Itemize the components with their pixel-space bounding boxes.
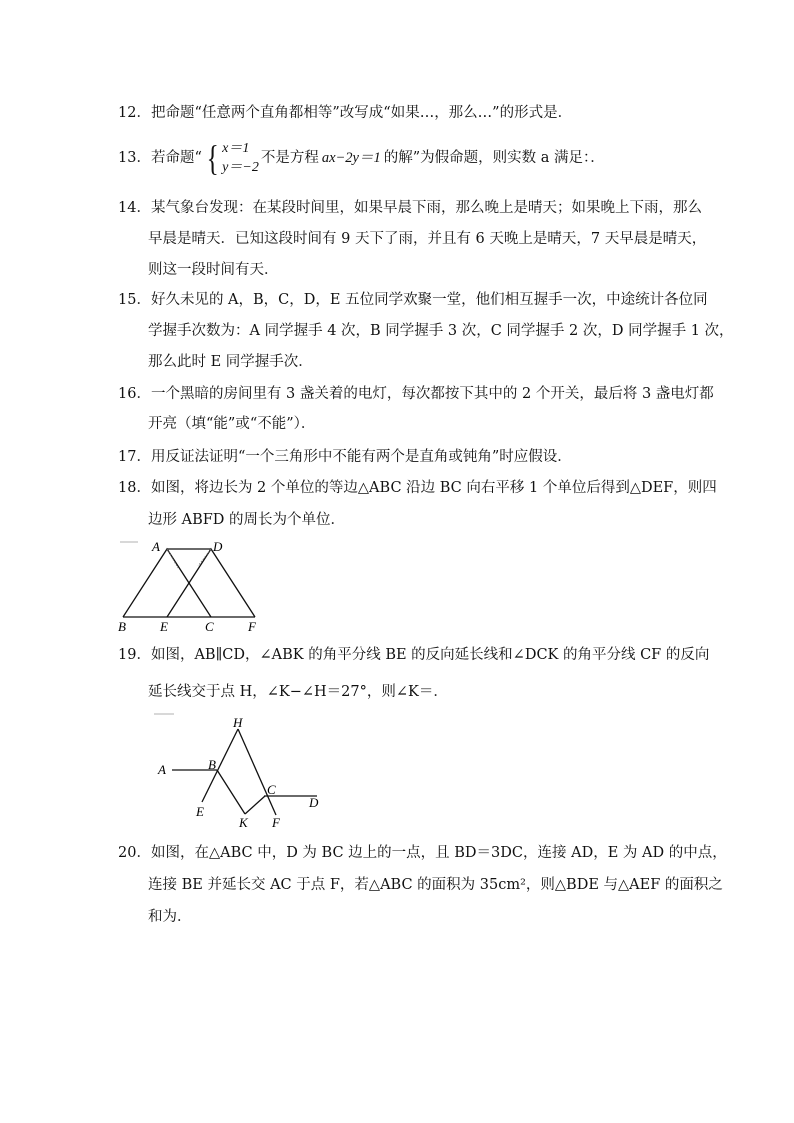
question-text: 13．若命题“: [118, 150, 202, 166]
figure-18-svg: [118, 538, 268, 632]
equation: ax−2y＝1: [321, 150, 381, 166]
label-h: H: [233, 715, 243, 730]
triangle-def: [167, 549, 255, 617]
question-text: 16．一个黑暗的房间里有 3 盏关着的电灯，每次都按下其中的 2 个开关，最后将 3 盏电灯都: [118, 386, 714, 402]
figure-18: [118, 538, 268, 636]
question-text: 18．如图，将边长为 2 个单位的等边△ABC 沿边 BC 向右平移 1 个单位后得到△DEF，则四: [118, 480, 717, 496]
question-text: 开亮（填“能”或“不能”）．: [148, 416, 316, 432]
label-b: B: [208, 757, 216, 772]
question-text: 那么此时 E 同学握手次．: [148, 354, 313, 370]
segment-bk: [217, 770, 245, 814]
question-12: [118, 104, 698, 122]
system-row-2: y＝−2: [222, 160, 259, 175]
label-a: A: [158, 762, 166, 777]
question-18: [118, 479, 717, 529]
question-text: 学握手次数为：A 同学握手 4 次，B 同学握手 3 次，C 同学握手 2 次，D 同学握手 1 次，: [148, 323, 734, 339]
question-text: 15．好久未见的 A，B，C，D，E 五位同学欢聚一堂，他们相互握手一次，中途统计各位同: [118, 292, 708, 308]
figure-19: [152, 710, 327, 836]
label-f: F: [272, 815, 280, 830]
question-19: [118, 646, 710, 701]
question-text: 早晨是晴天．已知这段时间有 9 天下了雨，并且有 6 天晚上是晴天，7 天早晨是晴天，: [148, 231, 707, 247]
question-text: 不是方程: [260, 150, 319, 166]
line-hf: [238, 729, 276, 815]
brace-icon: {: [206, 138, 219, 178]
question-14: [118, 199, 707, 279]
label-e: E: [196, 804, 204, 819]
question-17: [118, 448, 698, 466]
question-text: 延长线交于点 H，∠K−∠H＝27°，则∠K＝．: [148, 684, 448, 700]
question-text: 20．如图，在△ABC 中，D 为 BC 边上的一点，且 BD＝3DC，连接 AD，E 为 AD 的中点，: [118, 845, 727, 861]
label-d: D: [309, 795, 319, 810]
question-text: 连接 BE 并延长交 AC 于点 F，若△ABC 的面积为 35cm²，则△BDE 与△AEF 的面积之: [148, 877, 723, 893]
question-16: [118, 385, 714, 433]
question-text: 17．用反证法证明“一个三角形中不能有两个是直角或钝角”时应假设．: [118, 449, 572, 465]
segment-kc: [245, 796, 265, 814]
question-text: 14．某气象台发现：在某段时间里，如果早晨下雨，那么晚上是晴天；如果晚上下雨，那么: [118, 200, 702, 216]
label-k: K: [239, 815, 248, 830]
label-b: B: [118, 619, 126, 632]
system-row-1: x＝1: [222, 141, 250, 156]
label-d: D: [213, 539, 223, 554]
question-13: [118, 139, 698, 177]
equation-system: [204, 139, 259, 177]
label-a: A: [152, 539, 160, 554]
question-15: [118, 291, 734, 371]
label-c: C: [205, 619, 214, 632]
label-c: C: [267, 782, 276, 797]
question-text: 和为．: [148, 909, 192, 925]
question-20: [118, 844, 727, 926]
triangle-abc: [123, 549, 211, 617]
question-text: 则这一段时间有天．: [148, 262, 279, 278]
label-f: F: [248, 619, 256, 632]
question-text: 19．如图，AB∥CD，∠ABK 的角平分线 BE 的反向延长线和∠DCK 的角平分线 CF 的反向: [118, 647, 710, 663]
aux-line: [198, 549, 211, 566]
figure-19-svg: [152, 710, 327, 832]
question-text: 12．把命题“任意两个直角都相等”改写成“如果…，那么…”的形式是．: [118, 105, 573, 121]
question-text: 边形 ABFD 的周长为个单位．: [148, 512, 346, 528]
label-e: E: [160, 619, 168, 632]
question-text: 的解”为假命题，则实数 a 满足：．: [383, 150, 605, 166]
